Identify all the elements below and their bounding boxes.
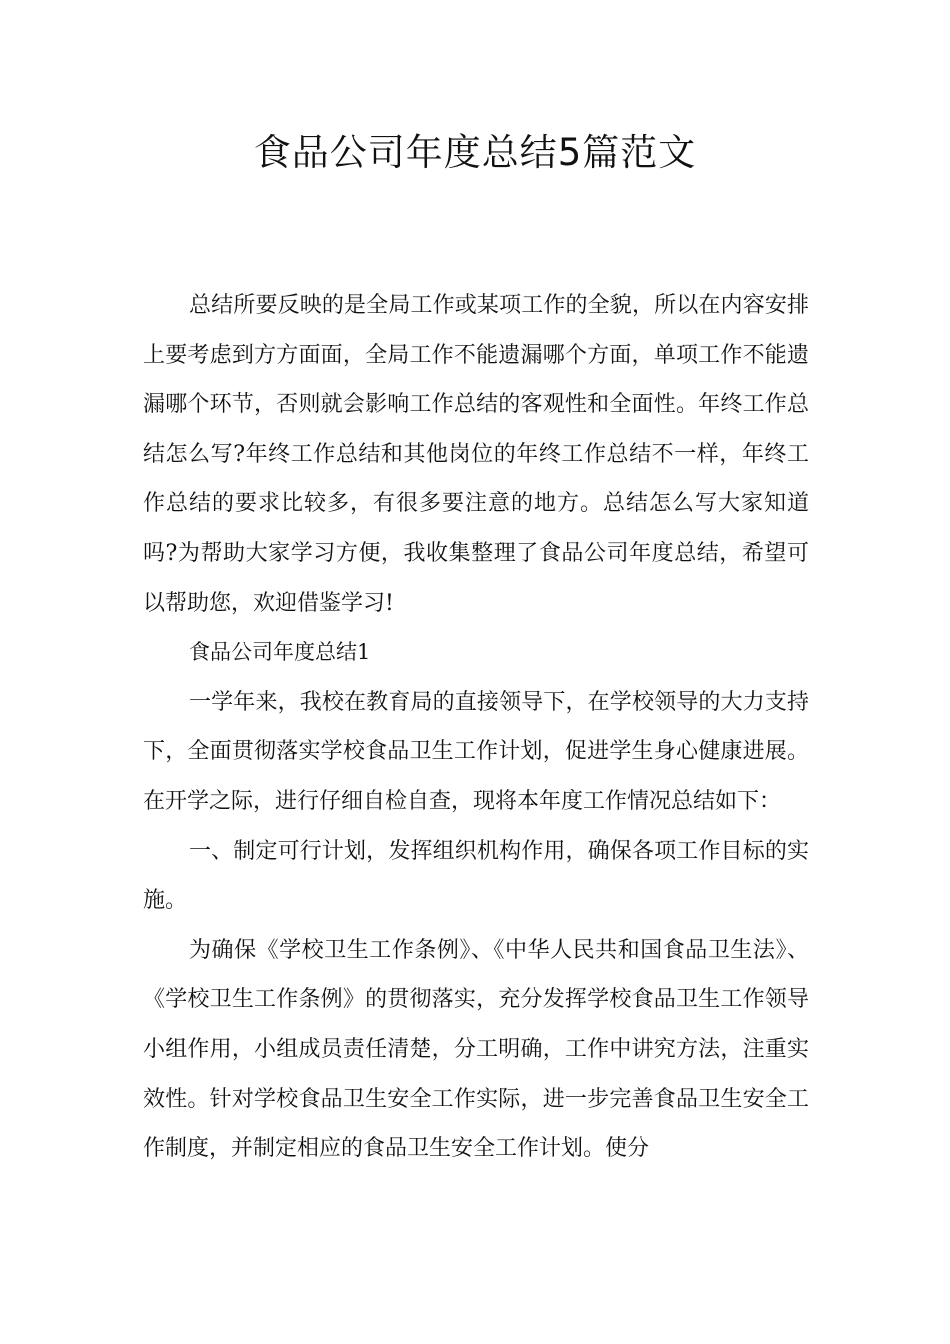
section-heading: 食品公司年度总结1 — [189, 640, 371, 665]
body-paragraph: 一、制定可行计划，发挥组织机构作用，确保各项工作目标的实施。 — [143, 838, 809, 914]
document-body — [143, 281, 809, 1174]
body-paragraph: 为确保《学校卫生工作条例》、《中华人民共和国食品卫生法》、《学校卫生工作条例》的贯彻落实，充分发挥学校食品卫生工作领导小组作用，小组成员责任清楚，分工明确，工作中讲究方法，注重实效性。针对学校食品卫生安全工作实际，进一步完善食品卫生安全工作制度，并制定相应的食品卫生安全工作计划。使分 — [143, 937, 809, 1162]
intro-paragraph: 总结所要反映的是全局工作或某项工作的全貌，所以在内容安排上要考虑到方方面面，全局工作不能遗漏哪个方面，单项工作不能遗漏哪个环节，否则就会影响工作总结的客观性和全面性。年终工作总结怎么写?年终工作总结和其他岗位的年终工作总结不一样，年终工作总结的要求比较多，有很多要注意的地方。总结怎么写大家知道吗?为帮助大家学习方便，我收集整理了食品公司年度总结，希望可以帮助您，欢迎借鉴学习! — [143, 293, 809, 616]
body-paragraph: 一学年来，我校在教育局的直接领导下，在学校领导的大力支持下，全面贯彻落实学校食品卫生工作计划，促进学生身心健康进展。在开学之际，进行仔细自检自查，现将本年度工作情况总结如下： — [143, 689, 809, 814]
document-title: 食品公司年度总结5篇范文 — [253, 131, 697, 174]
